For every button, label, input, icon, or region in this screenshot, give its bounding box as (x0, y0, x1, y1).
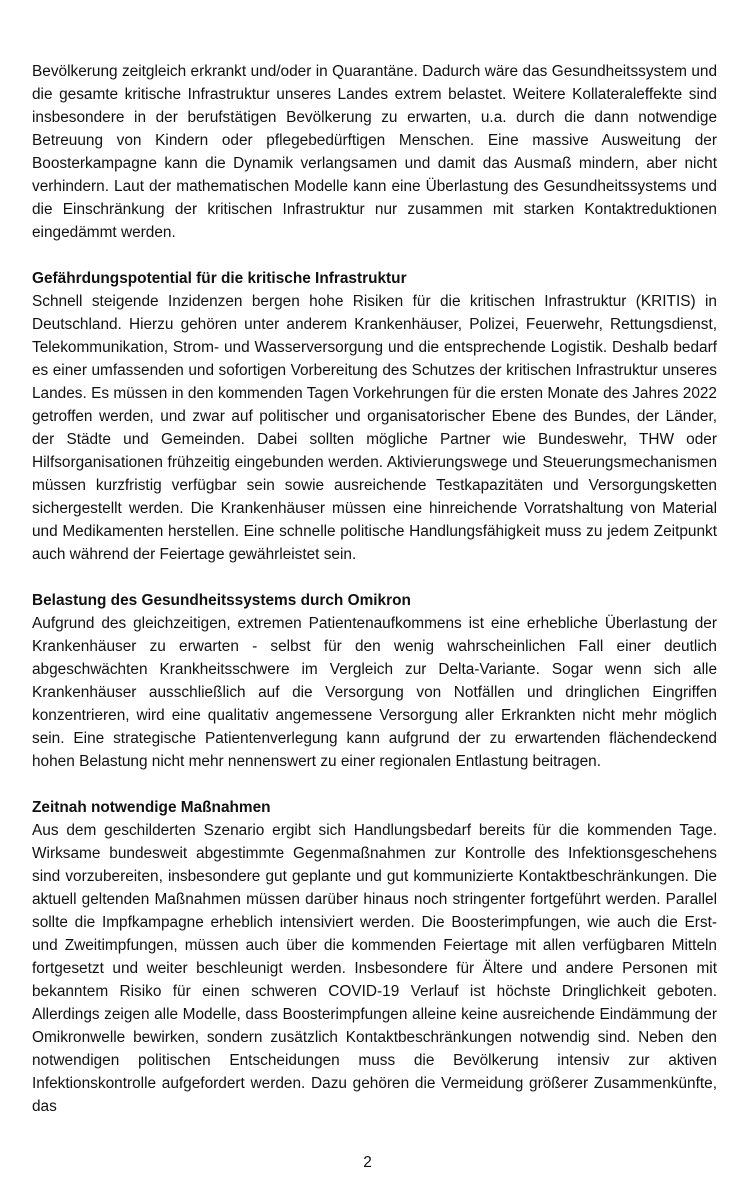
document-page (32, 60, 717, 1118)
section-body-kritis: Schnell steigende Inzidenzen bergen hohe Risiken für die kritischen Infrastruktur (KRITIS) in Deutschland. Hierzu gehören unter anderem Krankenhäuser, Polizei, Feuerwehr, Rettungsdienst, Telekommunikation, Strom- und Wasserversorgung und die entsprechende Logistik. Deshalb bedarf es einer umfassenden und sofortigen Vorbereitung des Schutzes der kritischen Infrastruktur unseres Landes. Es müssen in den kommenden Tagen Vorkehrungen für die ersten Monate des Jahres 2022 getroffen werden, und zwar auf politischer und organisatorischer Ebene des Bundes, der Länder, der Städte und Gemeinden. Dabei sollten mögliche Partner wie Bundeswehr, THW oder Hilfsorganisationen frühzeitig eingebunden werden. Aktivierungswege und Steuerungsmechanismen müssen kurzfristig verfügbar sein sowie ausreichende Testkapazitäten und Versorgungsketten sichergestellt werden. Die Krankenhäuser müssen eine hinreichende Vorratshaltung von Material und Medikamenten herstellen. Eine schnelle politische Handlungsfähigkeit muss zu jedem Zeitpunkt auch während der Feiertage gewährleistet sein. (32, 293, 717, 563)
section-heading-gesundheitssystem: Belastung des Gesundheitssystems durch Omikron (32, 592, 411, 609)
page-number: 2 (363, 1154, 372, 1171)
section-heading-massnahmen: Zeitnah notwendige Maßnahmen (32, 799, 271, 816)
section-body-massnahmen: Aus dem geschilderten Szenario ergibt sich Handlungsbedarf bereits für die kommenden Tage. Wirksame bundesweit abgestimmte Gegenmaßnahmen zur Kontrolle des Infektionsgeschehens sind vorzubereiten, insbesondere gut geplante und gut kommunizierte Kontaktbeschränkungen. Die aktuell geltenden Maßnahmen müssen darüber hinaus noch stringenter fortgeführt werden. Parallel sollte die Impfkampagne erheblich intensiviert werden. Die Boosterimpfungen, wie auch die Erst- und Zweitimpfungen, müssen auch über die kommenden Feiertage mit allen verfügbaren Mitteln fortgesetzt und weiter beschleunigt werden. Insbesondere für Ältere und andere Personen mit bekanntem Risiko für einen schweren COVID-19 Verlauf ist höchste Dringlichkeit geboten. Allerdings zeigen alle Modelle, dass Boosterimpfungen alleine keine ausreichende Eindämmung der Omikronwelle bewirken, sondern zusätzlich Kontaktbeschränkungen notwendig sind. Neben den notwendigen politischen Entscheidungen muss die Bevölkerung intensiv zur aktiven Infektionskontrolle aufgefordert werden. Dazu gehören die Vermeidung größerer Zusammenkünfte, das (32, 822, 717, 1115)
section-heading-kritis: Gefährdungspotential für die kritische Infrastruktur (32, 270, 407, 287)
intro-paragraph: Bevölkerung zeitgleich erkrankt und/oder in Quarantäne. Dadurch wäre das Gesundheitssystem und die gesamte kritische Infrastruktur unseres Landes extrem belastet. Weitere Kollateraleffekte sind insbesondere in der berufstätigen Bevölkerung zu erwarten, u.a. durch die dann notwendige Betreuung von Kindern oder pflegebedürftigen Menschen. Eine massive Ausweitung der Boosterkampagne kann die Dynamik verlangsamen und damit das Ausmaß mindern, aber nicht verhindern. Laut der mathematischen Modelle kann eine Überlastung des Gesundheitssystems und die Einschränkung der kritischen Infrastruktur nur zusammen mit starken Kontaktreduktionen eingedämmt werden. (32, 63, 717, 241)
section-body-gesundheitssystem: Aufgrund des gleichzeitigen, extremen Patientenaufkommens ist eine erhebliche Überlastung der Krankenhäuser zu erwarten - selbst für den wenig wahrscheinlichen Fall einer deutlich abgeschwächten Krankheitsschwere im Vergleich zur Delta-Variante. Sogar wenn sich alle Krankenhäuser ausschließlich auf die Versorgung von Notfällen und dringlichen Eingriffen konzentrieren, wird eine qualitativ angemessene Versorgung aller Erkrankten nicht mehr möglich sein. Eine strategische Patientenverlegung kann aufgrund der zu erwartenden flächendeckend hohen Belastung nicht mehr nennenswert zu einer regionalen Entlastung beitragen. (32, 615, 717, 770)
